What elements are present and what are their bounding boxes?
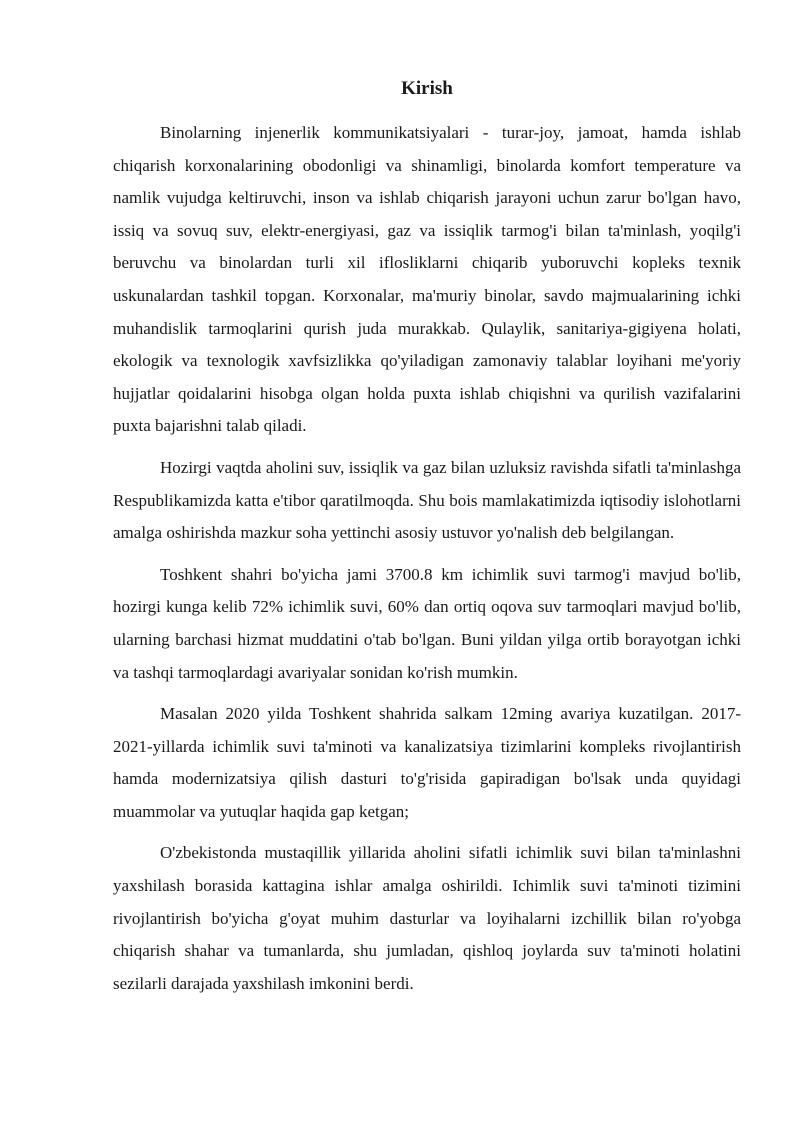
- paragraph-5: O'zbekistonda mustaqillik yillarida aholini sifatli ichimlik suvi bilan ta'minlashni yaxshilash borasida kattagina ishlar amalga oshirildi. Ichimlik suvi ta'minoti tizimini rivojlantirish bo'yicha g'oyat muhim dasturlar va loyihalarni izchillik bilan ro'yobga chiqarish shahar va tumanlarda, shu jumladan, qishloq joylarda suv ta'minoti holatini sezilarli darajada yaxshilash imkonini berdi.: [113, 843, 741, 993]
- page-title: Kirish: [401, 78, 453, 99]
- paragraph-3: Toshkent shahri bo'yicha jami 3700.8 km ichimlik suvi tarmog'i mavjud bo'lib, hozirgi kunga kelib 72% ichimlik suvi, 60% dan ortiq oqova suv tarmoqlari mavjud bo'lib, ularning barchasi hizmat muddatini o'tab bo'lgan. Buni yildan yilga ortib borayotgan ichki va tashqi tarmoqlardagi avariyalar sonidan ko'rish mumkin.: [113, 564, 741, 682]
- paragraph-4: Masalan 2020 yilda Toshkent shahrida salkam 12ming avariya kuzatilgan. 2017-2021-yillarda ichimlik suvi ta'minoti va kanalizatsiya tizimlarini kompleks rivojlantirish hamda modernizatsiya qilish dasturi to'g'risida gapiradigan bo'lsak unda quyidagi muammolar va yutuqlar haqida gap ketgan;: [113, 704, 741, 821]
- document-page: [113, 75, 741, 1009]
- paragraph-2: Hozirgi vaqtda aholini suv, issiqlik va gaz bilan uzluksiz ravishda sifatli ta'minlashga Respublikamizda katta e'tibor qaratilmoqda. Shu bois mamlakatimizda iqtisodiy islohotlarni amalga oshirishda mazkur soha yettinchi asosiy ustuvor yo'nalish deb belgilangan.: [113, 457, 741, 543]
- paragraph-1: Binolarning injenerlik kommunikatsiyalari - turar-joy, jamoat, hamda ishlab chiqarish korxonalarining obodonligi va shinamligi, binolarda komfort temperature va namlik vujudga keltiruvchi, inson va ishlab chiqarish jarayoni uchun zarur bo'lgan havo, issiq va sovuq suv, elektr-energiyasi, gaz va issiqlik tarmog'i bilan ta'minlash, yoqilg'i beruvchu va binolardan turli xil iflosliklarni chiqarib yuboruvchi kopleks texnik uskunalardan tashkil topgan. Korxonalar, ma'muriy binolar, savdo majmualarining ichki muhandislik tarmoqlarini qurish juda murakkab. Qulaylik, sanitariya-gigiyena holati, ekologik va texnologik xavfsizlikka qo'yiladigan zamonaviy talablar loyihani me'yoriy hujjatlar qoidalarini hisobga olgan holda puxta ishlab chiqishni va qurilish vazifalarini puxta bajarishni talab qiladi.: [113, 123, 741, 436]
